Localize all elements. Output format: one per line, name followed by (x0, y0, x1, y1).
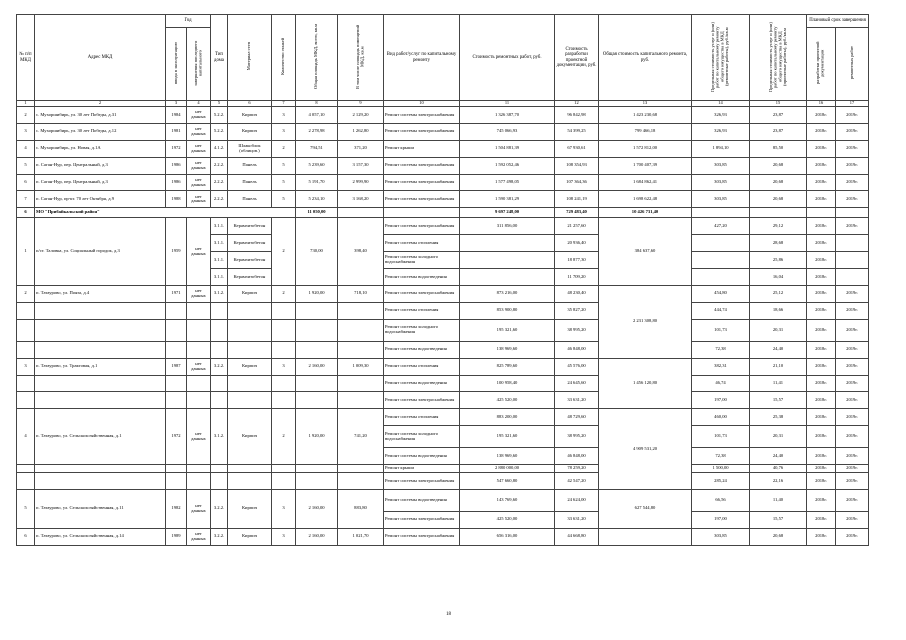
sheet (16, 14, 868, 546)
col-wall-material: Материал стен (228, 15, 272, 101)
table-row: 3.1.1. Керамзитобетон Ремонт системы холодного водоснабжения 18 877,30 25,86 2018г. (17, 252, 869, 269)
col-total-area: Общая площадь МКД, всего, кв.м (296, 15, 338, 101)
page-number: 18 (446, 612, 451, 617)
table-row: Ремонт системы электроснабжения 547 660,80 42 547,20 285,24 22,16 2018г. 2019г. (17, 473, 869, 490)
table-row: 2 п. Татаурово, ул. Пояза, д.4 1971 нет данных 3.1.2. Кирпич 2 1 920,00 718,10 Ремонт системы электроснабжения 873 216,00 48 230,40 2 231 308,80 454,80 25,12 2018г. 2019г. (17, 285, 869, 302)
table-row: 6 п. Саган-Нур, пер. Центральный, д.3 1986 нет данных 2.2.2. Панель 5 5 191,70 2 999,90 Ремонт системы электроснабжения 1 577 498,05 107 364,36 1 684 862,41 303,85 20,68 2018г. 2019г. (17, 174, 869, 191)
table-row: 1 п/ст. Таловка, ул. Социальный городок, д.3 1959 нет данных 3.1.1. Керамзитобетон 2 730,00 398,40 Ремонт системы электроснабжения 311 856,00 21 257,60 384 637,60 427,20 29,12 2018г. 2019г. (17, 218, 869, 235)
table-row: Ремонт системы электроснабжения 425 520,00 33 631,20 197,00 15,57 2018г. 2019г. (17, 392, 869, 409)
col-design-cost: Стоимость разработки проектной документации, руб. (555, 15, 599, 101)
table-row: 7 п. Саган-Нур, пр-кт. 70 лет Октября, д.9 1988 нет данных 2.2.2. Панель 5 5 234,10 3 168,20 Ремонт системы электроснабжения 1 590 381,29 108 241,19 1 698 622,48 303,85 20,68 2018г. 2019г. (17, 191, 869, 208)
col-planned-term: Плановый срок завершения (807, 15, 869, 28)
table-row: 2 с. Мухоршибирь, ул. 30 лет Победы, д.31 1984 нет данных 5.2.2. Кирпич 3 4 057,10 2 129,20 Ремонт системы электроснабжения 1 326 387,70 96 842,98 1 423 230,68 326,93 23,87 2018г. 2019г. (17, 107, 869, 124)
col-house-type: Тип дома (211, 15, 228, 101)
mo-total-row: 6 МО "Прибайкальский район" 11 050,00 9 697 248,00 729 483,40 10 426 731,40 (17, 208, 869, 218)
table-row: Ремонт системы электроснабжения 425 520,00 33 631,20 197,00 15,57 2018г. 2019г. (17, 511, 869, 528)
table-row: Ремонт системы отопления 853 900,80 35 827,20 444,74 18,66 2018г. 2019г. (17, 302, 869, 319)
table-row: 4 с. Мухоршибирь, ул. Новая, д.1А 1972 нет данных 4.1.2. Шлакоблок (облицов.) 2 794,51 371,20 Ремонт крыши 1 504 881,39 67 930,61 1 572 812,00 1 894,10 85,50 2018г. 2019г. (17, 140, 869, 157)
col-planned-design: разработки проектной документации (807, 28, 836, 101)
col-year: Год (166, 15, 211, 28)
table-row: 5 п. Саган-Нур, пер. Центральный, д.3 1986 нет данных 2.2.2. Панель 5 5 239,60 3 157,30 Ремонт системы электроснабжения 1 592 052,46 108 354,93 1 700 407,39 303,85 20,68 2018г. 2019г. (17, 157, 869, 174)
column-index-row: 1 2 3 4 5 6 7 8 9 10 11 12 13 14 15 16 17 (17, 101, 869, 107)
col-floors: Количество этажей (272, 15, 296, 101)
table-row: Ремонт крыши 2 880 000,00 78 259,20 1 500,00 40,76 2018г. 2019г. (17, 465, 869, 473)
col-address: Адрес МКД (35, 15, 166, 101)
col-repair-cost: Стоимость ремонтных работ, руб. (460, 15, 555, 101)
col-total-cost: Общая стоимость капитального ремонта, руб. (599, 15, 692, 101)
col-premises-area: В том числе площадь помещений МКД, кв.м (338, 15, 384, 101)
table-row: Ремонт системы холодного водоснабжения 195 321,60 38 995,20 101,73 20,31 2018г. 2019г. (17, 319, 869, 341)
table-row: 5 п. Татаурово, ул. Сельскохозяйственная, д.11 1982 нет данных 3.2.2. Кирпич 3 2 160,00 883,80 Ремонт системы водоотведения 143 769,60 24 624,00 627 544,80 66,56 11,40 2018г. 2019г. (17, 489, 869, 511)
table-row: 3.1.1. Керамзитобетон Ремонт системы отопления 20 936,40 28,68 2018г. (17, 235, 869, 252)
table-row: Ремонт системы холодного водоснабжения 195 321,60 38 995,20 101,73 20,31 2018г. 2019г. (17, 426, 869, 448)
table-row: 6 п. Татаурово, ул. Сельскохозяйственная, д.14 1989 нет данных 3.2.2. Кирпич 3 2 160,00 1 021,70 Ремонт системы электроснабжения 656 316,00 44 668,80 303,85 20,68 2018г. 2019г. (17, 528, 869, 545)
overhaul-table (16, 14, 869, 546)
table-row: 3.1.1. Керамзитобетон Ремонт системы водоотведения 11 709,20 16,04 2018г. (17, 269, 869, 286)
table-row: Ремонт системы водоотведения 138 969,60 46 848,00 72,38 24,40 2018г. 2019г. (17, 341, 869, 358)
col-limit-cost-1: Предельная стоимость услуг и (или) работ по капитальному ремонту общего имущества в МКД (ремонтные работы), руб./кв.м (692, 15, 750, 101)
col-work-type: Вид работ/услуг по капитальному ремонту (384, 15, 460, 101)
col-planned-repair: ремонтных работ (836, 28, 869, 101)
col-year-commissioning: ввода в эксплуатацию (166, 28, 187, 101)
table-row: 3 с. Мухоршибирь, ул. 30 лет Победы, д.12 1981 нет данных 5.2.2. Кирпич 3 2 278,98 1 262,80 Ремонт системы электроснабжения 745 066,93 54 399,25 799 466,18 326,93 23,87 2018г. 2019г. (17, 123, 869, 140)
col-num: № п/п МКД (17, 15, 35, 101)
table-row: Ремонт системы водоотведения 100 958,40 24 645,60 46,74 11,41 2018г. 2019г. (17, 375, 869, 392)
col-limit-cost-2: Предельная стоимость услуг и (или) работ по капитальному ремонту общего имущества в МКД (проектные работы), руб./кв.м (750, 15, 807, 101)
col-year-last-overhaul: завершения последнего капитального (187, 28, 211, 101)
table-row: 3 п. Татаурово, ул. Трактовая, д.1 1987 нет данных 3.2.2. Кирпич 3 2 160,00 1 009,30 Ремонт системы отопления 825 789,60 45 576,00 1 456 120,80 382,31 21,10 2018г. 2019г. (17, 358, 869, 375)
table-row: Ремонт системы водоотведения 138 969,60 46 848,00 72,38 24,40 2018г. 2019г. (17, 448, 869, 465)
table-row: 4 п. Татаурово, ул. Сельскохозяйственная, д.1 1972 нет данных 3.1.2. Кирпич 2 1 920,00 741,20 Ремонт системы отопления 883 200,00 48 729,60 4 909 531,20 460,00 25,38 2018г. 2019г. (17, 409, 869, 426)
